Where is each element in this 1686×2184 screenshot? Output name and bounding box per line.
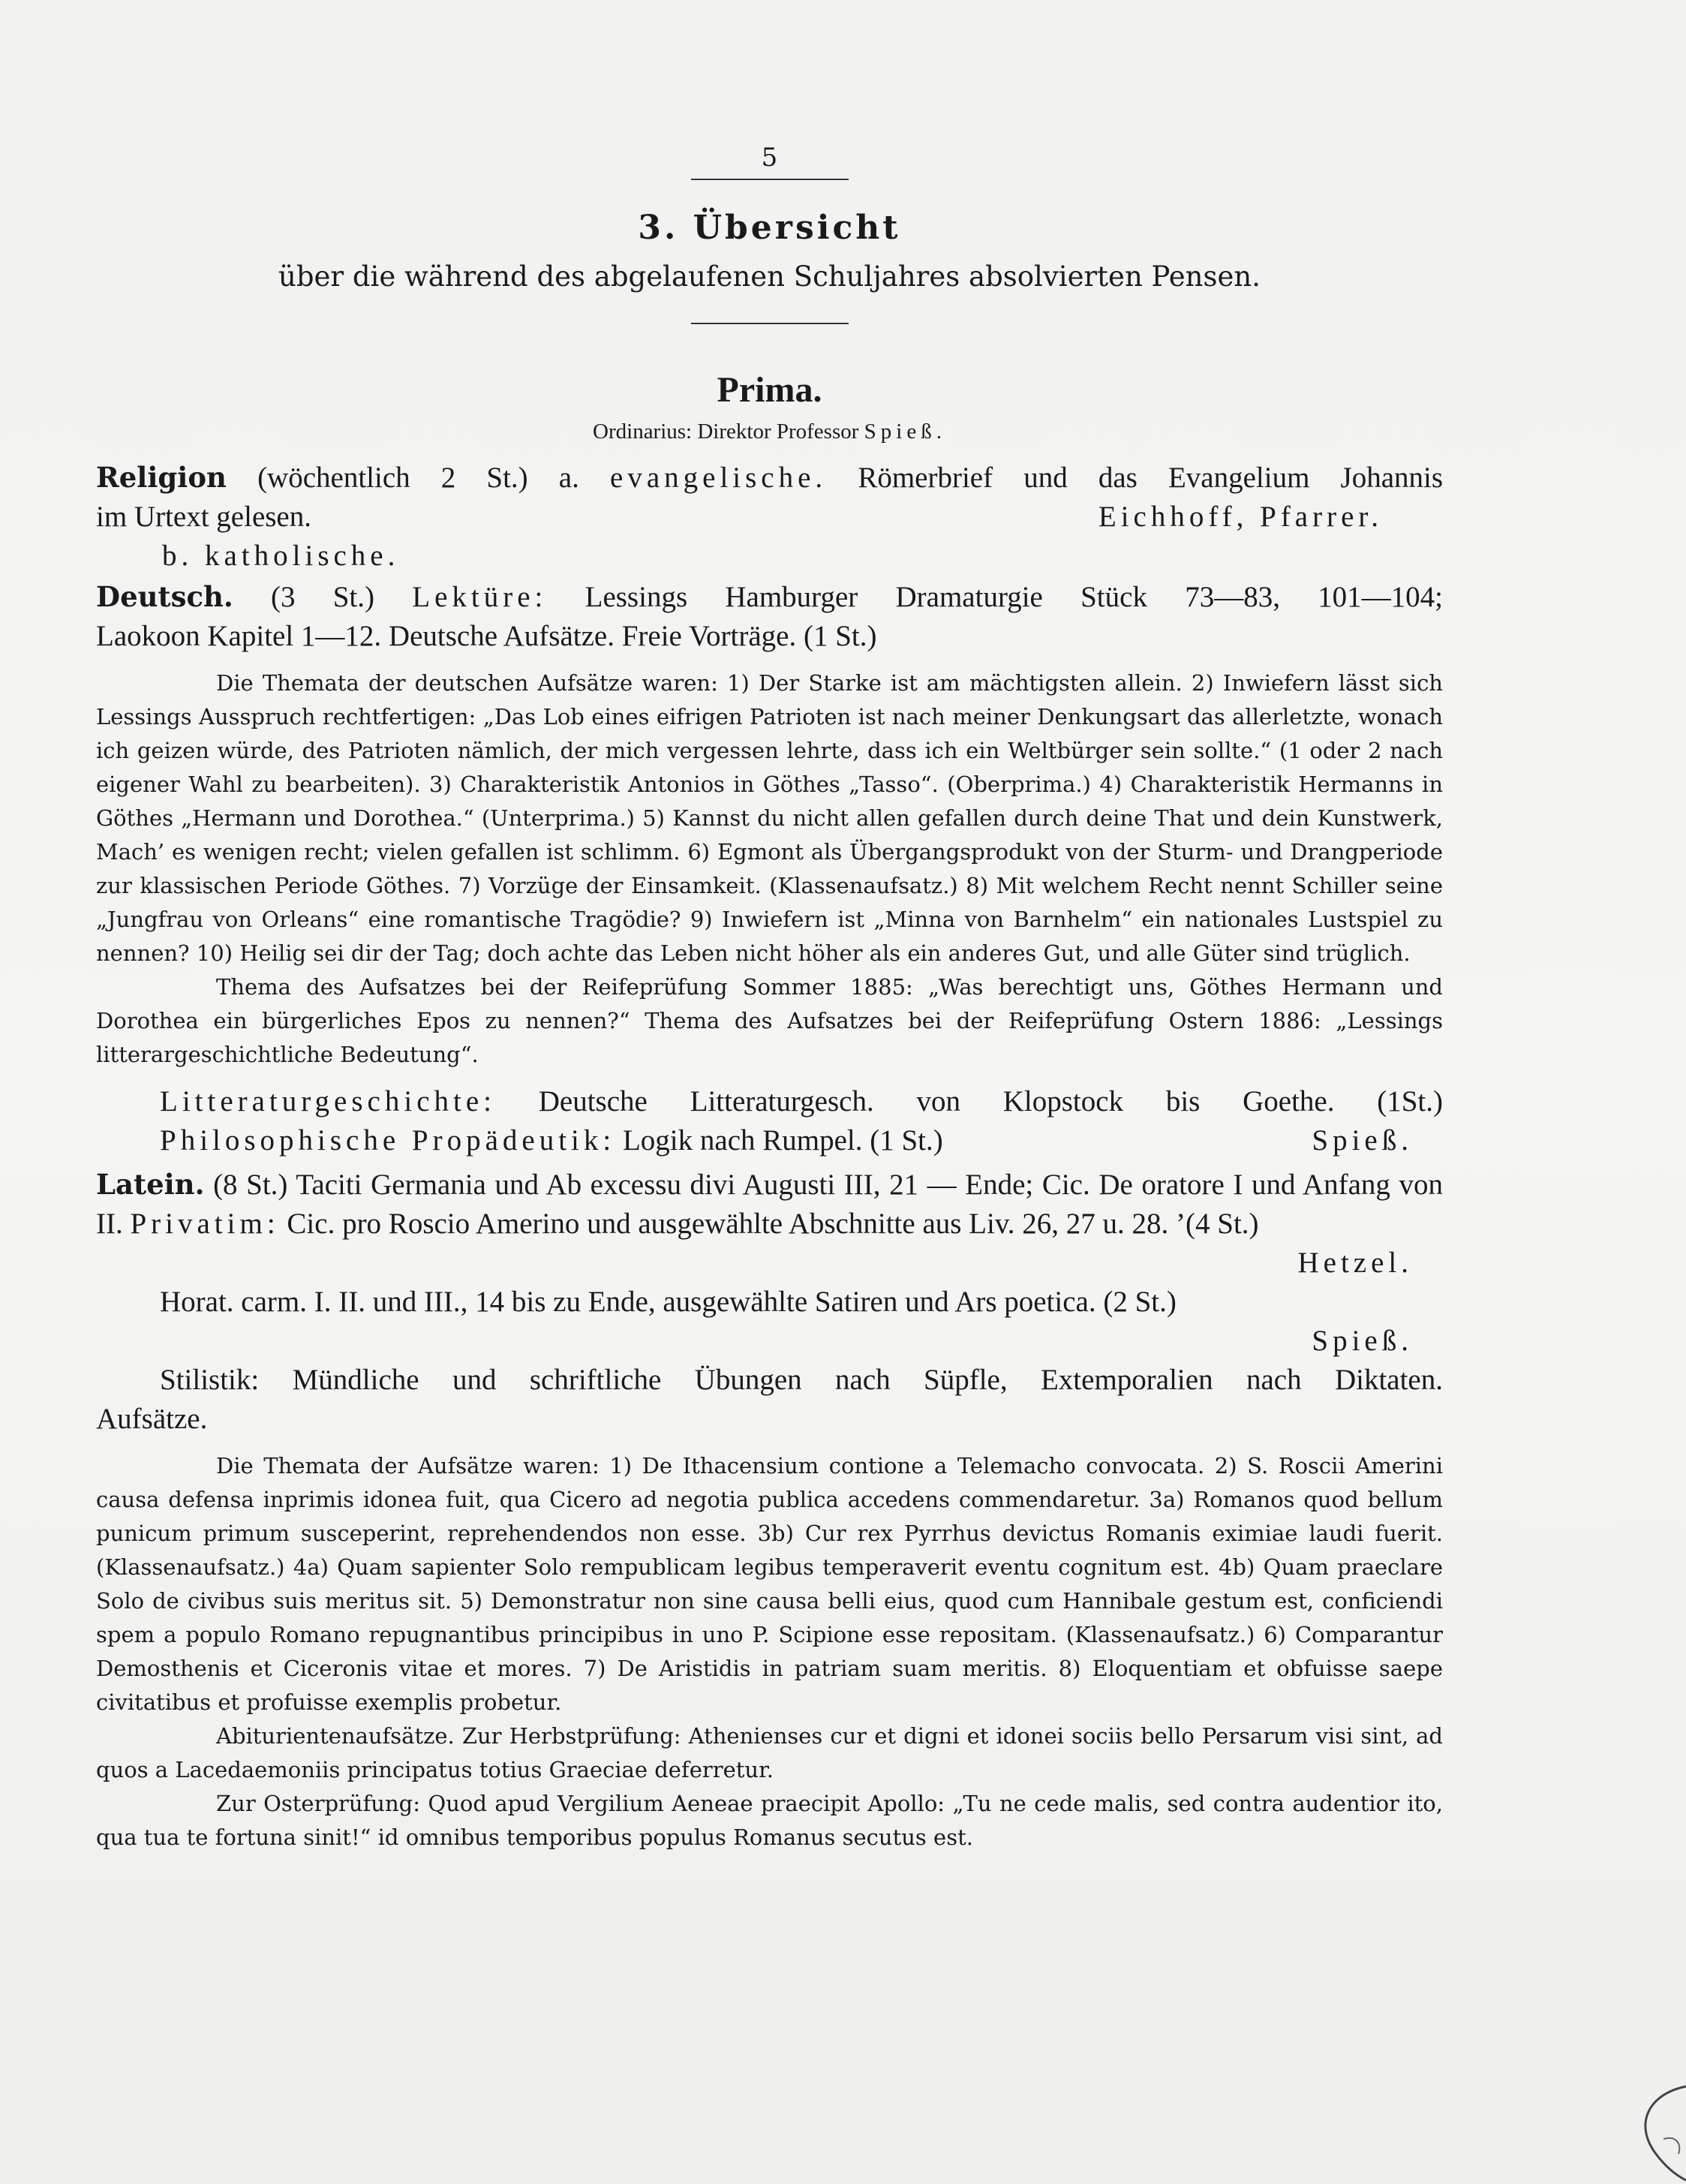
latein-oster: Zur Osterprüfung: Quod apud Vergilium Aeneae praecipit Apollo: „Tu ne cede malis, sed contra audentior ito, qua tua te fortuna sinit!“ id omnibus temporibus populus Romanus secutus est. <box>96 1791 1443 1850</box>
religion-katholisch: b. katholische. <box>162 540 400 572</box>
deutsch-lekture-text: Lessings Hamburger Dramaturgie Stück 73—83, 101—104; <box>585 581 1444 613</box>
ordinarius-name: Spieß. <box>864 420 946 444</box>
deutsch-themata: Die Themata der deutschen Aufsätze waren: 1) Der Starke ist am mächtigsten allein. 2) Inwiefern lässt sich Lessings Ausspruch rechtfertigen: „Das Lob eines eifrigen Patrioten ist nach meiner Denkungsart das allerletzte, wonach ich geizen würde, des Patrioten nämlich, der mich vergessen lehrte, dass ich ein Weltbürger sein sollte.“ (1 oder 2 nach eigener Wahl zu bearbeiten). 3) Charakteristik Antonios in Göthes „Tasso“. (Oberprima.) 4) Charakteristik Hermanns in Göthes „Hermann und Dorothea.“ (Unterprima.) 5) Kannst du nicht allen gefallen durch deine That und dein Kunstwerk, Mach’ es wenigen recht; vielen gefallen ist schlimm. 6) Egmont als Übergangsprodukt von der Sturm- und Drangperiode zur klassischen Periode Göthes. 7) Vorzüge der Einsamkeit. (Klassenaufsatz.) 8) Mit welchem Recht nennt Schiller seine „Jungfrau von Orleans“ eine romantische Tragödie? 9) Inwiefern ist „Minna von Barnhelm“ ein nationales Lustspiel zu nennen? 10) Heilig sei dir der Tag; doch achte das Leben nicht höher als ein anderes Gut, und alle Güter sind trüglich. <box>96 670 1443 966</box>
latein-subject: Latein. <box>96 1168 205 1201</box>
philosophie-line <box>96 1121 1443 1160</box>
latein-abitur: Abiturientenaufsätze. Zur Herbstprüfung: Athenienses cur et digni et idonei sociis bello Persarum visi sint, ad quos a Lacedaemoniis principatus totius Graeciae deferretur. <box>96 1723 1443 1782</box>
litteratur-line <box>96 1082 1443 1121</box>
religion-line1 <box>96 458 1443 498</box>
page-corner-mark <box>1603 2071 1686 2184</box>
religion-teacher: Eichhoff, Pfarrer. <box>1098 501 1383 533</box>
stilistik-text: Mündliche und schriftliche Übungen nach Süpfle, Extemporalien nach Diktaten. <box>292 1364 1443 1396</box>
ordinarius-label: Ordinarius: Direktor Professor <box>593 420 859 444</box>
section-subtitle: über die während des abgelaufenen Schuljahres absolvierten Pensen. <box>278 260 1261 293</box>
religion-evangelisch: evangelische. <box>610 462 828 494</box>
deutsch-lekture: Lektüre: <box>412 581 548 613</box>
litteratur-text: Deutsche Litteraturgesch. von Klopstock bis Goethe. (1St.) <box>538 1085 1443 1118</box>
latein-teacher-line <box>96 1244 1443 1283</box>
deutsch-line1 <box>96 577 1443 617</box>
religion-subject: Religion <box>96 461 227 494</box>
deutsch-extra <box>96 1082 1443 1160</box>
litteratur-label: Litteraturgeschichte: <box>160 1085 496 1118</box>
page-number: 5 <box>761 143 778 173</box>
deutsch-themata-block <box>96 666 1443 1072</box>
latein-text2: Cic. pro Roscio Amerino und ausgewählte Abschnitte aus Liv. 26, 27 u. 28. ’(4 St.) <box>287 1208 1259 1240</box>
deutsch-hours: (3 St.) <box>271 581 375 613</box>
latein-privatim: Privatim: <box>130 1208 280 1240</box>
stilistik-label: Stilistik: <box>160 1364 260 1396</box>
latein-themata: Die Themata der Aufsätze waren: 1) De Ithacensium contione a Telemacho convocata. 2) S. Roscii Amerini causa defensa inprimis idonea fuit, qua Cicero ad negotia publica accedens commendaretur. 3a) Romanos quod bellum punicum primum susceperint, reprehendendos non esse. 3b) Cur rex Pyrrhus devictus Romanis eximiae laudi fuerit. (Klassenaufsatz.) 4a) Quam sapienter Solo rempublicam legibus temperaverit eventu cognitum est. 4b) Quam praeclare Solo de civibus suis meritus sit. 5) Demonstratur non sine causa belli eius, quod cum Hannibale gestum est, conficiendi spem a populo Romano repugnantibus principibus in uno P. Scipione esse repositam. (Klassenaufsatz.) 6) Comparantur Demosthenis et Ciceronis vitae et mores. 7) De Aristidis in patriam suam meritis. 8) Eloquentiam et obfuisse saepe civitatibus et profuisse exemplis probetur. <box>96 1453 1443 1715</box>
deutsch-line2: Laokoon Kapitel 1—12. Deutsche Aufsätze. Freie Vorträge. (1 St.) <box>96 620 877 652</box>
latein-line1 <box>96 1165 1443 1244</box>
latein-section <box>96 1165 1443 1439</box>
latein-text: (8 St.) Taciti Germania und Ab excessu divi Augusti III, 21 — Ende; Cic. De oratore I und Anfang von II. <box>96 1169 1443 1240</box>
religion-line2 <box>96 498 1443 537</box>
stilistik-line <box>96 1361 1443 1400</box>
latein-teacher2: Spieß. <box>1312 1325 1413 1357</box>
deutsch-subject: Deutsch. <box>96 580 233 613</box>
religion-hours: (wöchentlich 2 St.) a. <box>257 462 579 494</box>
page-header <box>96 143 1443 444</box>
section-rule <box>691 323 849 324</box>
ordinarius-line <box>96 420 1443 444</box>
philosophie-label: Philosophische Propädeutik: <box>160 1124 616 1157</box>
latein-teacher2-line <box>96 1322 1443 1361</box>
religion-content: Römerbrief und das Evangelium Johannis <box>858 462 1444 494</box>
philosophie-teacher: Spieß. <box>1312 1124 1413 1157</box>
deutsch-reife: Thema des Aufsatzes bei der Reifeprüfung Sommer 1885: „Was berechtigt uns, Göthes Hermann und Dorothea ein bürgerliches Epos zu nennen?“ Thema des Aufsatzes bei der Reifeprüfung Ostern 1886: „Lessings litterargeschichtliche Bedeutung“. <box>96 974 1443 1067</box>
religion-urtext: im Urtext gelesen. <box>96 501 311 533</box>
latein-aufsaetze: Aufsätze. <box>96 1403 208 1435</box>
religion-section <box>96 458 1443 576</box>
latein-horat: Horat. carm. I. II. und III., 14 bis zu Ende, ausgewählte Satiren und Ars poetica. (2 St.) <box>160 1286 1177 1318</box>
class-title: Prima. <box>717 370 822 410</box>
header-rule <box>691 179 849 180</box>
latein-teacher1: Hetzel. <box>1297 1247 1413 1279</box>
page-content <box>96 143 1443 1855</box>
philosophie-text: Logik nach Rumpel. (1 St.) <box>622 1124 943 1157</box>
section-title: 3. Übersicht <box>638 209 901 247</box>
deutsch-section <box>96 577 1443 656</box>
latein-themata-block <box>96 1449 1443 1855</box>
